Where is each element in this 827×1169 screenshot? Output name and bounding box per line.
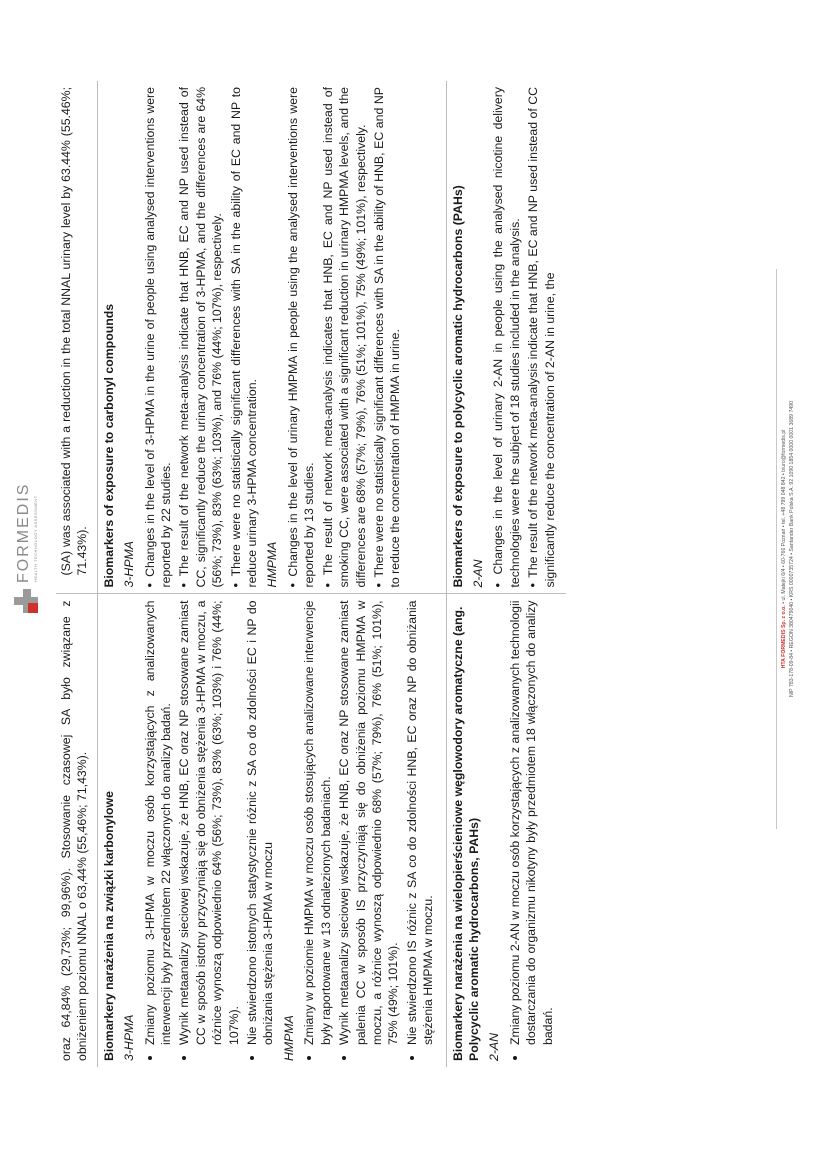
section-heading: Biomarkery narażenia na wielopierścieniowe węglowodory aromatyczne (ang. Polycyclic aromatic hydrocarbons, PAHs) [450, 606, 481, 1061]
formedis-logo [12, 482, 44, 613]
footer-company: HTA FORMEDIS Sp. z o.o. [781, 605, 787, 669]
list-item: • Zmiany poziomu 3-HPMA w moczu osób korzystających z analizowanych interwencji były przedmiotem 22 włączonych do analizy badań. [142, 601, 175, 1046]
logo-name: FORMEDIS [15, 482, 32, 583]
subheading: 2-AN [470, 559, 485, 588]
bullet-list [507, 601, 556, 1062]
list-item: • Nie stwierdzono IS różnic z SA co do zdolności HNB, EC oraz NP do obniżania stężenia HMPMA w moczu. [404, 601, 437, 1046]
list-item: • Changes in the level of 3-HPMA in the urine of people using analysed interventions were reported by 22 studies. [141, 87, 174, 588]
footer-address: • ul. Matejki 6/4 • 60-766 Poznań • tel. +48 799 048 842 • biuro@formedis.pl [781, 429, 787, 606]
section-heading: Biomarkers of exposure to carbonyl compounds [101, 303, 116, 588]
row2-right-cell [97, 81, 446, 594]
list-item: • There were no statistically significant differences with SA in the ability of EC and NP to reduce urinary 3-HPMA concentration. [227, 87, 260, 588]
bilingual-table [56, 81, 566, 1067]
list-item: • Changes in the level of urinary HMPMA in people using the analysed interventions were reported by 13 studies. [284, 87, 317, 588]
subheading: 2-AN [487, 1032, 502, 1061]
list-item: • Changes in the level of urinary 2-AN in people using the analysed nicotine delivery technologies were the subject of 18 studies included in the analysis. [490, 87, 522, 588]
table-row [446, 81, 566, 1067]
list-item: • There were no statistically significant differences with SA in the ability of HNB, EC and NP to reduce the concentration of HMPMA in urine. [370, 87, 403, 588]
row1-right-text: (SA) was associated with a reduction in the total NNAL urinary level by 63.44% (55.46%; 71.43%). [59, 87, 90, 576]
section-heading: Biomarkers of exposure to polycyclic aromatic hydrocarbons (PAHs) [450, 185, 465, 588]
subheading: HMPMA [265, 541, 280, 588]
subheading: 3-HPMA [122, 541, 137, 588]
row1-left-cell [56, 594, 97, 1067]
list-item: • Wynik metaanalizy sieciowej wskazuje, że HNB, EC oraz NP stosowane zamiast palenia CC w sposób IS przyczyniają się do obniżenia poziomu HMPMA w moczu, a różnice wynoszą odpowiednio 68% (57%; 79%), 76% (51%; 101%), 75% (49%; 101%). [336, 601, 402, 1046]
logo-cross-icon [14, 589, 38, 613]
list-item: • Wynik metaanalizy sieciowej wskazuje, że HNB, EC oraz NP stosowane zamiast CC w sposób istotny przyczyniają się do obniżenia stężenia 3-HPMA w moczu, a różnice wynoszą odpowiednio 64% (56%; 73%), 83% (63%; 103%) i 76% (44%; 107%). [176, 601, 242, 1046]
subheading: 3-HPMA [122, 1014, 137, 1061]
row3-right-cell [446, 81, 566, 594]
list-item: • Zmiany poziomu 2-AN w moczu osób korzystających z analizowanych technologii dostarczania do organizmu nikotyny były przedmiotem 18 włączonych do analizy badań. [507, 601, 556, 1046]
list-item: • The result of the network meta-analysis indicate that HNB, EC and NP used instead of CC, significantly reduce the urinary concentration of 3-HPMA, and the differences are 64% (56%; 73%), 83% (63%; 103%), and 76% (44%; 107%), respectively. [176, 87, 225, 588]
table-row [56, 81, 97, 1067]
list-item: • Zmiany w poziomie HMPMA w moczu osób stosujących analizowane interwencje były raportowane w 13 odnalezionych badaniach. [301, 601, 334, 1046]
list-item: • The result of the network meta-analysis indicate that HNB, EC and NP used instead of CC significantly reduce the concentration of 2-AN in urine, the [525, 87, 557, 588]
bullet-list [301, 601, 436, 1062]
section-heading: Biomarkery narażenia na związki karbonylowe [101, 791, 116, 1061]
footer-line-2: NIP 783-178-09-84 • REGON 380479040 • KRS 0000735724 • Santander Bank Polska S.A. 92 1090 1854 0000 0001 3689 7490 [789, 400, 795, 698]
footer-line-1 [781, 269, 787, 829]
logo-tagline: HEALTH TECHNOLOGY ASSESSMENT [33, 495, 38, 582]
subheading: HMPMA [281, 1015, 296, 1061]
row2-left-cell [97, 594, 446, 1067]
bullet-list [142, 601, 277, 1062]
page-footer [776, 269, 795, 829]
row1-right-cell [56, 81, 97, 594]
list-item: • Nie stwierdzono istotnych statystycznie różnic z SA co do zdolności EC i NP do obniżania stężenia 3-HPMA w moczu [244, 601, 277, 1046]
row1-left-text: oraz 64,84% (29,73%; 99,96%). Stosowanie czasowej SA było związane z obniżeniem poziomu NNAL o 63,44% (55,46%; 71,43%). [59, 600, 90, 1061]
row3-left-cell [446, 594, 566, 1067]
table-row [97, 81, 446, 1067]
list-item: • The result of network meta-analysis indicates that HNB, EC and NP used instead of smoking CC, were associated with a significant reduction in urinary HMPMA levels, and the differences are 68% (57%; 79%), 76% (51%; 101%), 75% (49%; 101%), respectively. [319, 87, 368, 588]
